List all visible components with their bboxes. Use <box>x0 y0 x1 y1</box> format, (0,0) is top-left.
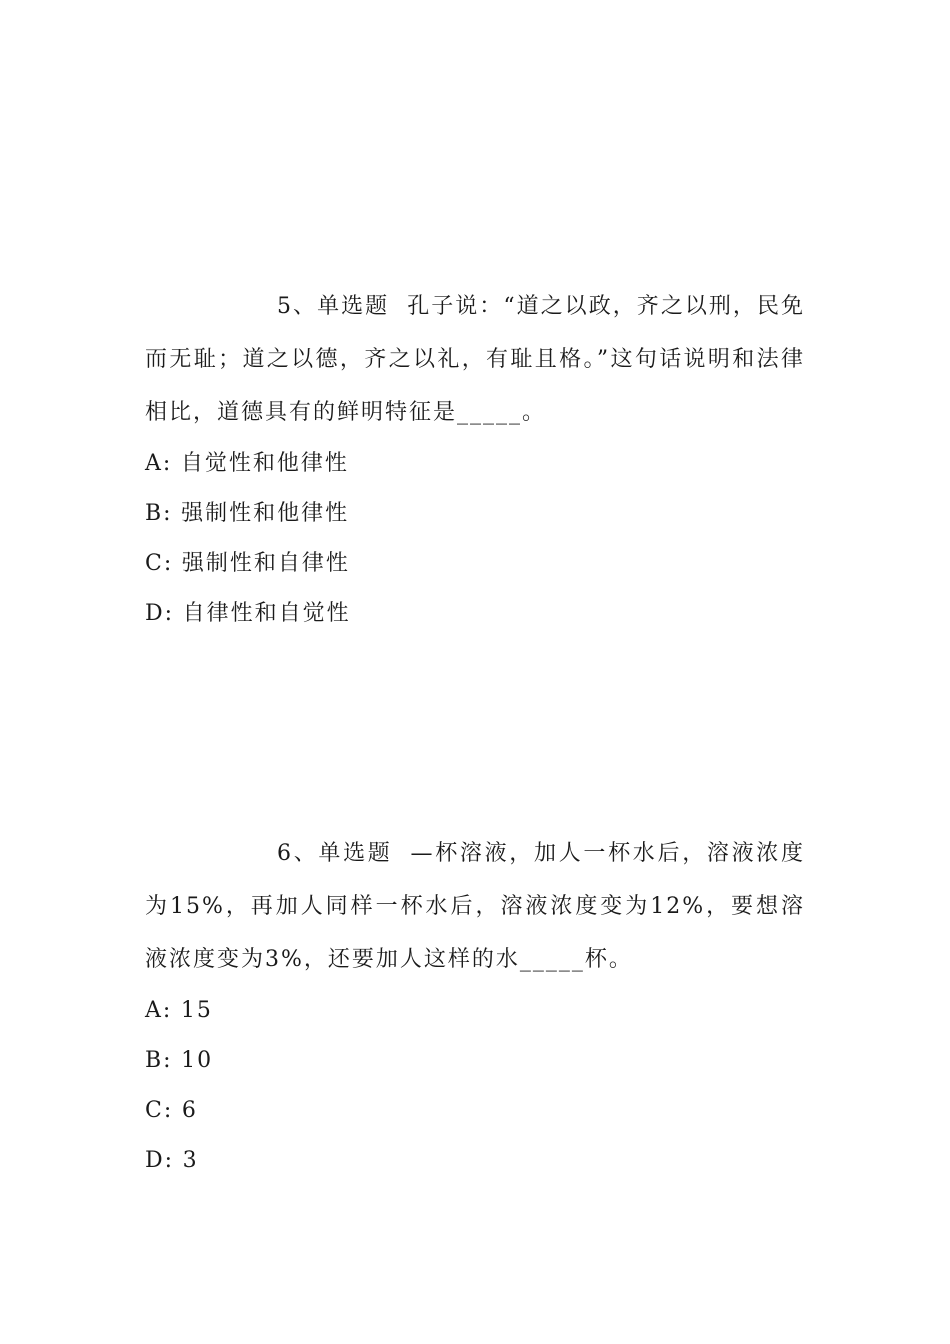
option-b <box>145 489 805 539</box>
question-text: —杯溶液，加人一杯水后，溶液浓度为15%，再加人同样一杯水后，溶液浓度变为12%，要想溶液浓度变为3%，还要加人这样的水_____杯。 <box>145 841 805 972</box>
option-b <box>145 1036 805 1086</box>
option-letter: B <box>145 501 164 526</box>
option-text: 自律性和自觉性 <box>182 601 351 626</box>
question-6 <box>145 827 805 1186</box>
option-c <box>145 1086 805 1136</box>
option-letter: C <box>145 1098 164 1123</box>
option-letter: D <box>145 601 165 626</box>
option-separator: : <box>163 501 173 526</box>
question-text: 孔子说：“道之以政，齐之以刑，民免而无耻；道之以德，齐之以礼，有耻且格。”这句话说明和法律相比，道德具有的鲜明特征是_____。 <box>145 294 805 425</box>
question-number: 5、 <box>277 294 318 319</box>
question-stem <box>145 827 805 986</box>
option-text: 6 <box>181 1098 198 1123</box>
option-letter: A <box>145 451 163 476</box>
question-5 <box>145 280 805 639</box>
option-list <box>145 986 805 1186</box>
option-separator: : <box>162 451 173 476</box>
option-separator: : <box>163 1098 174 1123</box>
option-list <box>145 439 805 639</box>
option-separator: : <box>164 1148 175 1173</box>
question-type: 单选题 <box>317 294 390 319</box>
option-separator: : <box>163 551 174 576</box>
question-stem <box>145 280 805 439</box>
option-a <box>145 439 805 489</box>
option-text: 15 <box>180 998 213 1023</box>
option-letter: B <box>145 1048 164 1073</box>
option-text: 3 <box>182 1148 199 1173</box>
question-type: 单选题 <box>318 841 393 866</box>
option-text: 强制性和他律性 <box>181 501 350 526</box>
option-d <box>145 589 805 639</box>
option-letter: A <box>145 998 163 1023</box>
option-letter: D <box>145 1148 165 1173</box>
option-text: 自觉性和他律性 <box>180 451 349 476</box>
question-number: 6、 <box>277 841 319 866</box>
option-d <box>145 1136 805 1186</box>
option-letter: C <box>145 551 164 576</box>
option-separator: : <box>162 998 173 1023</box>
option-text: 强制性和自律性 <box>181 551 350 576</box>
option-a <box>145 986 805 1036</box>
option-c <box>145 539 805 589</box>
option-separator: : <box>163 1048 173 1073</box>
option-text: 10 <box>181 1048 214 1073</box>
option-separator: : <box>164 601 175 626</box>
